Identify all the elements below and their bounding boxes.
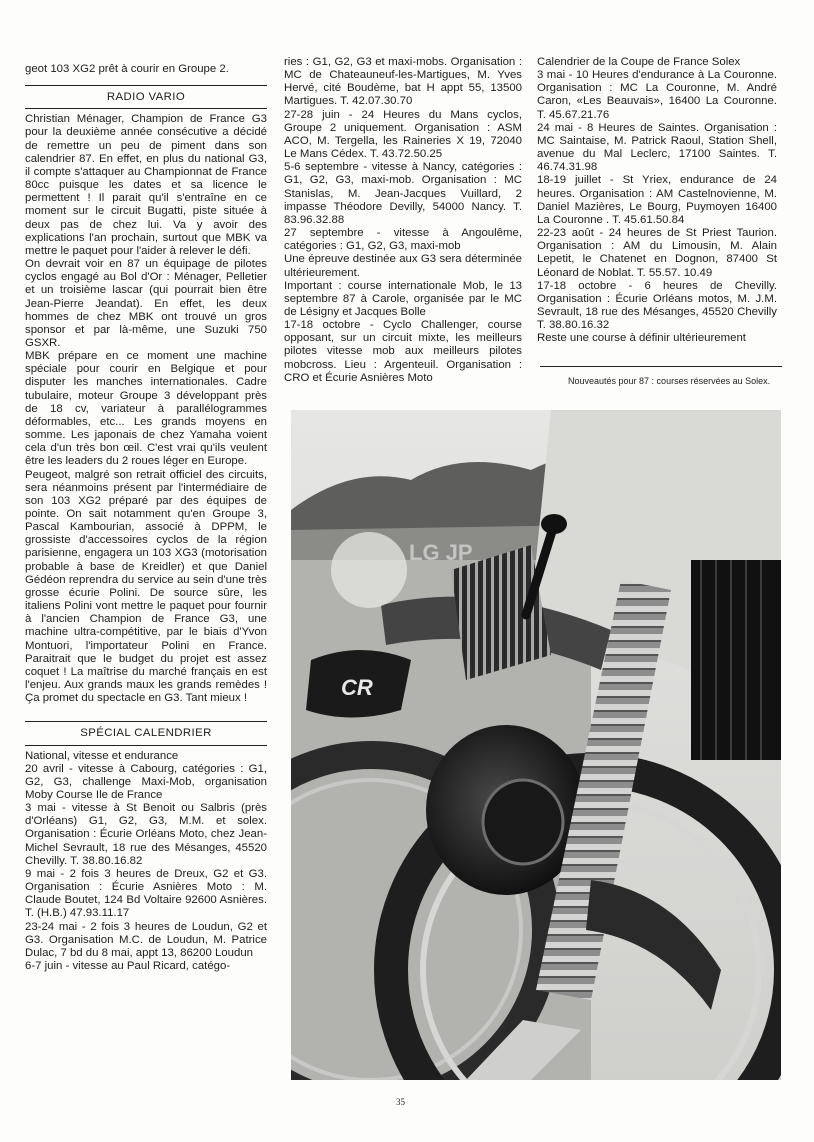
calendar-entry: 20 avril - vitesse à Cabourg, catégories : G1, G2, G3, challenge Maxi-Mob, organisation Moby Course Ile de France <box>25 762 267 801</box>
column-middle <box>284 56 522 385</box>
calendar-entry: 22-23 août - 24 heures de St Priest Taurion. Organisation : AM du Limousin, M. Alain Lepetit, le Chatenet en Dognon, 87400 St Léonard de Noblat. T. 55.57. 10.49 <box>537 227 777 279</box>
calendar-entry: 3 mai - 10 Heures d'endurance à La Couronne. Organisation : MC La Couronne, M. André Caron, «Les Beauvais», 16400 La Couronne. T. 45.67.21.76 <box>537 69 777 121</box>
section-title-special-calendrier: SPÉCIAL CALENDRIER <box>80 727 212 740</box>
section-rule <box>25 85 267 86</box>
continued-text: geot 103 XG2 prêt à courir en Groupe 2. <box>25 63 229 75</box>
calendar-entry: 9 mai - 2 fois 3 heures de Dreux, G2 et G3. Organisation : Écurie Asnières Moto : M. Claude Boutet, 124 Bd Voltaire 92600 Asnières. T. (H.B.) 47.93.11.17 <box>25 867 267 920</box>
calendar-entry: 24 mai - 8 Heures de Saintes. Organisation : MC Saintaise, M. Patrick Raoul, Station Shell, avenue du Mal Leclerc, 17100 Saintes. T. 46.74.31.98 <box>537 121 777 174</box>
fairing-text: CR <box>341 675 373 700</box>
calendar-entry: 17-18 octobre - Cyclo Challenger, course opposant, sur un circuit mixte, les meilleurs pilotes vitesse mob aux meilleurs pilotes mobcross. Lieu : Argenteuil. Organisation : CRO et Écurie Asnières Moto <box>284 319 522 384</box>
calendar-entry: 6-7 juin - vitesse au Paul Ricard, catégo- <box>25 960 231 972</box>
paragraph: On devrait voir en 87 un équipage de pilotes cyclos engagé au Bol d'Or : Ménager, Pelletier et un troisième lascar (qui pourrait bien être Jean-Pierre Jeandat). En effet, les deux hommes de chez MBK ont trouvé un gros sponsor et par là-même, une Suzuki 750 GSXR. <box>25 258 267 349</box>
calendar-entry: 23-24 mai - 2 fois 3 heures de Loudun, G2 et G3. Organisation M.C. de Loudun, M. Patrice Dulac, 7 bd du 8 mai, appt 13, 86200 Loudun <box>25 920 267 959</box>
calendar-entry: ries : G1, G2, G3 et maxi-mobs. Organisation : MC de Chateauneuf-les-Martigues, M. Yves Hervé, cité Boudème, bat H appt 55, 13500 Martigues. T. 42.07.30.70 <box>284 56 522 108</box>
watermark-logo: LG JP <box>409 540 473 565</box>
column-right <box>537 56 777 345</box>
column-title: Calendrier de la Coupe de France Solex <box>537 56 741 68</box>
calendar-entry: 27-28 juin - 24 Heures du Mans cyclos, Groupe 2 uniquement. Organisation : ASM ACO, M. Tergella, les Raineries X 19, 72040 Le Mans Cédex. T. 43.72.50.25 <box>284 108 522 161</box>
paragraph: Peugeot, malgré son retrait officiel des circuits, sera néanmoins présent par l'intermédiaire de son 103 XG2 préparé par des équipes de pointe. On sait notamment qu'en Groupe 3, Pascal Kambourian, associé à DPPM, le grossiste d'accessoires cyclos de la région parisienne, engagera un 103 XG3 (motorisation probable à base de Kreidler) et que Daniel Gédéon reprendra du service au sein d'une très grosse écurie Polini. De source sûre, les italiens Polini vont mettre le paquet pour fournir à l'ancien Champion de France G3, une machine ultra-compétitive, par le biais d'Yvon Montuori, l'importateur Polini en France. Paraitrait que le budget du projet est assez coquet ! La maîtrise du marché français en est l'enjeu. Aux grands maux les grands remèdes ! Ça promet du spectacle en G3. Tant mieux ! <box>25 468 267 705</box>
calendar-entry: Reste une course à définir ultérieurement <box>537 332 746 345</box>
section-rule <box>25 745 267 746</box>
section-title-radio-vario: RADIO VARIO <box>106 91 186 104</box>
motorbike-photo-art <box>291 410 781 1080</box>
calendar-entry: 3 mai - vitesse à St Benoit ou Salbris (près d'Orléans) G1, G2, G3, M.M. et solex. Organisation : Écurie Orléans Moto, chez Jean-Michel Sevrault, 18 rue des Mésanges, 45520 Chevilly. T. 38.80.16.82 <box>25 802 267 867</box>
section-rule <box>25 108 267 109</box>
page-number: 35 <box>396 1097 405 1107</box>
calendar-entry: Une épreuve destinée aux G3 sera déterminée ultérieurement. <box>284 253 522 279</box>
note-rule <box>540 366 782 367</box>
motorbike-photo <box>291 410 781 1080</box>
subheading: National, vitesse et endurance <box>25 749 179 762</box>
calendar-entry: 27 septembre - vitesse à Angoulême, catégories : G1, G2, G3, maxi-mob <box>284 227 522 253</box>
section-rule <box>25 721 267 722</box>
calendar-entry: 5-6 septembre - vitesse à Nancy, catégories : G1, G2, G3, maxi-mob. Organisation : MC Stanislas, M. Jean-Jacques Vuillard, 2 impasse Théodore Devilly, 54000 Nancy. T. 83.96.32.88 <box>284 161 522 226</box>
column-left <box>25 63 267 973</box>
calendar-entry: 17-18 octobre - 6 heures de Chevilly. Organisation : Écurie Orléans motos, M. J.M. Sevrault, 18 rue des Mésanges, 45520 Chevilly T. 38.80.16.32 <box>537 279 777 332</box>
calendar-entry: Important : course internationale Mob, le 13 septembre 87 à Carole, organisée par le MC de Lésigny et Jacques Bolle <box>284 279 522 318</box>
paragraph: MBK prépare en ce moment une machine spéciale pour courir en Belgique et pour disputer les manches internationales. Cadre tubulaire, moteur Groupe 3 développant près de 18 cv, variateur à parallélogrammes déformables, etc... Les grands moyens en somme. Les japonais de chez Yamaha voient cela d'un très bon œil. C'est vrai qu'ils veulent être les leaders du 2 roues léger en Europe. <box>25 350 267 468</box>
solex-note: Nouveautés pour 87 : courses réservées au Solex. <box>568 376 771 386</box>
paragraph: Christian Ménager, Champion de France G3 pour la deuxième année consécutive a décidé de remettre un peu de piment dans son calendrier 87. En effet, en plus du national G3, il compte s'attaquer au Championnat de France 80cc puisque les dates et sa licence le permettent ! Il parait qu'il s'entraîne en ce moment sur le circuit Bugatti, piste située à deux pas de chez lui. Va y avoir des explications l'an prochain, surtout que MBK va mettre le paquet pour l'aider à relever le défi. <box>25 113 267 257</box>
calendar-entry: 18-19 juillet - St Yriex, endurance de 24 heures. Organisation : AM Castelnovienne, M. Daniel Mazières, Le Bourg, Puymoyen 16400 La Couronne . T. 45.61.50.84 <box>537 174 777 226</box>
